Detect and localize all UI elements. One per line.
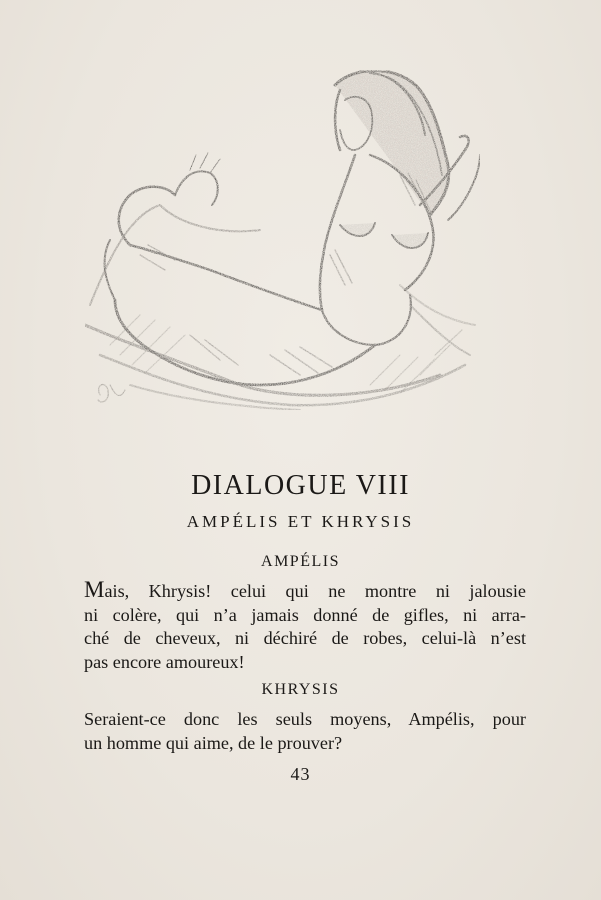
speaker-name: KHRYSIS (261, 681, 340, 698)
text-line (84, 578, 526, 604)
speaker-name: AMPÉLIS (261, 553, 340, 570)
chapter-title: DIALOGUE VIII (191, 470, 410, 501)
lithograph-illustration (70, 55, 490, 425)
chapter-subtitle: AMPÉLIS ET KHRYSIS (186, 512, 415, 531)
text-line: Seraient-ce donc les seuls moyens, Ampélis, pour (84, 709, 526, 729)
dialogue-paragraph (84, 578, 526, 674)
text-line: ni colère, qui n’a jamais donné de gifles, ni arra- (84, 604, 526, 625)
text-line: un homme qui aime, de le prouver? (84, 732, 343, 753)
line-text: ais, Khrysis! celui qui ne montre ni jalousie (104, 581, 526, 601)
dialogue-paragraph (84, 708, 526, 755)
text-line: pas encore amoureux! (84, 651, 245, 672)
page-number: 43 (290, 764, 311, 784)
text-line: ché de cheveux, ni déchiré de robes, celui-là n’est (84, 628, 526, 648)
drop-cap: M (84, 577, 105, 602)
